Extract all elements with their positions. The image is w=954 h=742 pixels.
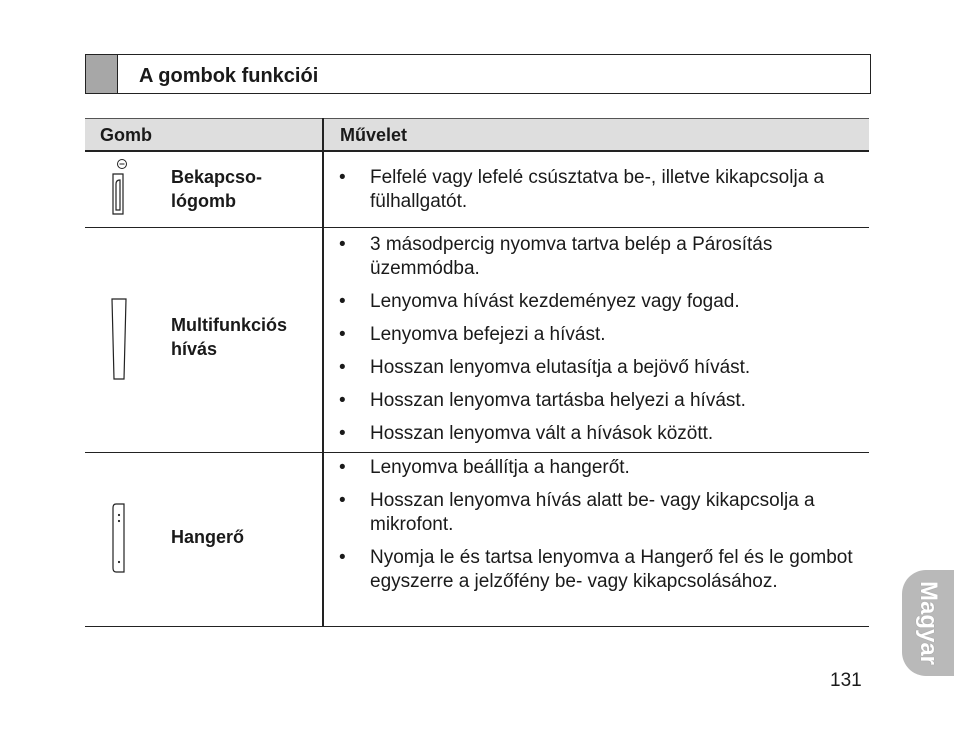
table-row	[85, 227, 869, 453]
list-item: • 3 másodpercig nyomva tartva belép a Párosítás üzemmódba.	[339, 233, 859, 281]
table-row	[85, 152, 869, 228]
header-marker	[86, 55, 118, 93]
button-name: Hangerő	[171, 527, 245, 547]
button-name	[171, 165, 262, 213]
list-item: • Hosszan lenyomva elutasítja a bejövő hívást.	[339, 356, 859, 380]
action-list	[339, 456, 859, 603]
column-divider	[322, 118, 324, 626]
button-name-line: lógomb	[171, 191, 236, 211]
action-list	[339, 166, 859, 223]
button-name-line: hívás	[171, 339, 218, 359]
list-item: • Hosszan lenyomva vált a hívások között.	[339, 422, 859, 446]
button-functions-table	[85, 118, 869, 592]
table-header	[85, 118, 869, 152]
button-name	[171, 313, 287, 361]
section-header	[85, 54, 871, 94]
list-item: • Lenyomva hívást kezdeményez vagy fogad.	[339, 290, 859, 314]
button-name-line: Multifunkciós	[171, 315, 287, 335]
section-title: A gombok funkciói	[139, 65, 319, 87]
action-list	[339, 233, 859, 455]
volume-button-icon	[110, 502, 128, 574]
power-switch-icon	[107, 158, 133, 216]
language-tab-label: Magyar	[915, 580, 942, 666]
multifunction-button-icon	[110, 297, 130, 381]
list-item: • Lenyomva beállítja a hangerőt.	[339, 456, 859, 480]
list-item: • Lenyomva befejezi a hívást.	[339, 323, 859, 347]
language-tab	[902, 570, 954, 676]
column-header-action: Művelet	[340, 125, 408, 145]
list-item: • Hosszan lenyomva hívás alatt be- vagy kikapcsolja a mikrofont.	[339, 489, 859, 537]
table-row	[85, 452, 869, 627]
column-header-button: Gomb	[100, 125, 152, 145]
list-item: • Nyomja le és tartsa lenyomva a Hangerő fel és le gombot egyszerre a jelzőfény be- vagy kikapcsolásához.	[339, 546, 859, 594]
button-name-line: Bekapcso-	[171, 167, 263, 187]
list-item: • Felfelé vagy lefelé csúsztatva be-, illetve kikapcsolja a fülhallgatót.	[339, 166, 859, 214]
list-item: • Hosszan lenyomva tartásba helyezi a hívást.	[339, 389, 859, 413]
page-number: 131	[830, 670, 862, 691]
